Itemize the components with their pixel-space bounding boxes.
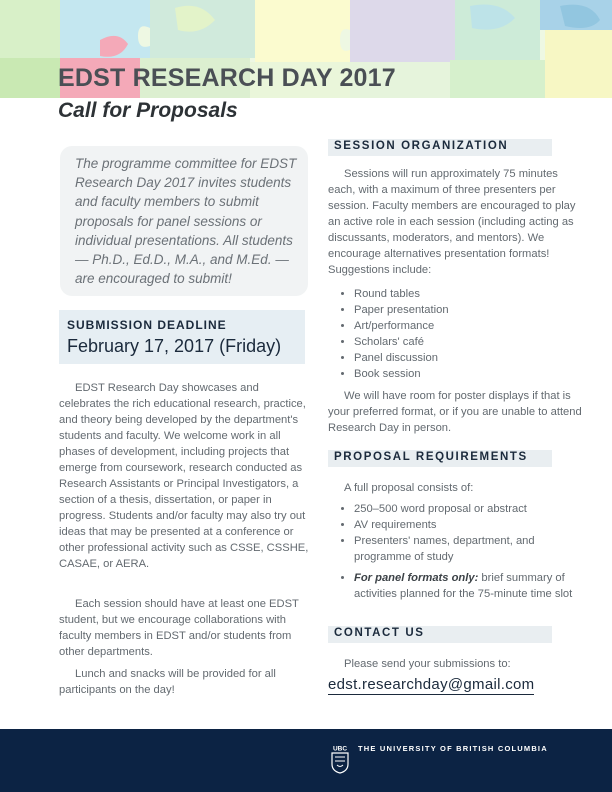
list-item: • Art/performance [354,318,582,334]
panel-formats-label: For panel formats only: [354,572,479,584]
contact-heading: CONTACT US [328,626,552,643]
proposal-requirements-heading: PROPOSAL REQUIREMENTS [328,450,552,467]
requirements-list [328,501,582,602]
ubc-crest-icon [330,744,350,774]
lunch-paragraph: Lunch and snacks will be provided for all participants on the day! [59,668,276,696]
list-item: • Panel discussion [354,350,582,366]
proposal-intro: A full proposal consists of: [344,482,474,494]
session-organization-heading: SESSION ORGANIZATION [328,139,552,156]
ubc-logo-text: UBC [332,745,348,753]
description-paragraph: EDST Research Day showcases and celebrates the rich educational research, practice, and theory being developed by the department's students and faculty. We welcome work in all phases of development, including projects that emerge from coursework, research conducted as Research Assistants or Principal Investigators, a section of a thesis, dissertation, or paper in progress. Students and/or faculty may also try out ideas that may be presented at a conference or other professional activity such as CSSE, CSSHE, CASAE, or AERA. [59,382,309,570]
contact-email-link[interactable]: edst.researchday@gmail.com [328,676,535,693]
panel-formats-text: brief summary of activities planned for the 75-minute time slot [354,572,573,600]
list-item: • Scholars' café [354,334,582,350]
list-item: • Round tables [354,286,582,302]
university-name: THE UNIVERSITY OF BRITISH COLUMBIA [358,744,548,753]
list-item: • 250–500 word proposal or abstract [354,501,582,517]
contact-text: Please send your submissions to: [344,658,511,670]
session-organization-intro: Sessions will run approximately 75 minutes each, with a maximum of three presenters per session. Faculty members are encouraged to play an active role in each session (including acting as discussants, moderators, and mentors). We encourage alternatives presentation formats! Suggestions include: [328,168,576,276]
format-list [328,286,582,382]
list-item: • Book session [354,366,582,382]
deadline-date: February 17, 2017 (Friday) [67,336,282,356]
submission-deadline-box [59,310,305,364]
collaboration-paragraph: Each session should have at least one EDST student, but we encourage collaborations with faculty members in EDST and/or students from other departments. [59,598,299,658]
page-subtitle: Call for Proposals [58,99,238,122]
list-item [354,570,582,602]
page-title: EDST RESEARCH DAY 2017 [58,64,396,92]
footer-bar [0,729,612,792]
list-item: • Presenters' names, department, and programme of study [354,533,582,565]
poster-note: We will have room for poster displays if that is your preferred format, or if you are unable to attend Research Day in person. [328,390,582,434]
list-item: • Paper presentation [354,302,582,318]
list-item: • AV requirements [354,517,582,533]
intro-quote-box: The programme committee for EDST Research Day 2017 invites students and faculty members to submit proposals for panel sessions or individual presentations. All students — Ph.D., Ed.D., M.A., and M.Ed. — are encouraged to submit! [60,146,308,296]
deadline-label: SUBMISSION DEADLINE [67,318,227,332]
